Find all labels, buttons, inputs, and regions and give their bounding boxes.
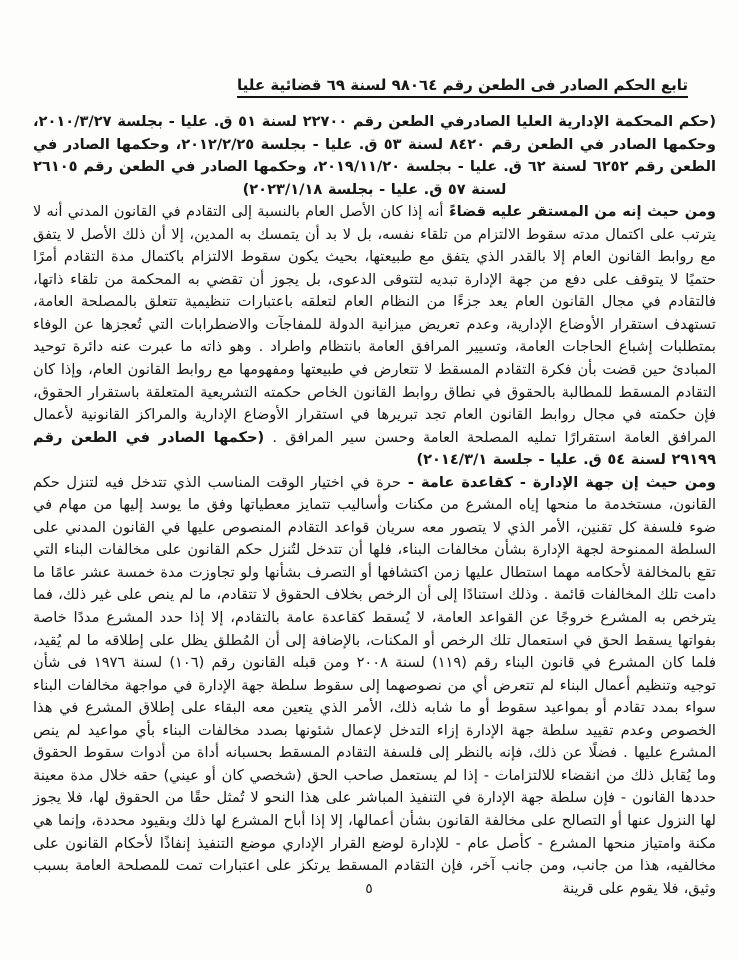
cited-judgments-paragraph: (حكم المحكمة الإدارية العليا الصادرفي الطعن رقم ٢٢٧٠٠ لسنة ٥١ ق. عليا - بجلسة ٢٠١٠/٣/٢٧، وحكمها الصادر في الطعن رقم ٨٤٢٠ لسنة ٥٣ ق. عليا - بجلسة ٢٠١٢/٢/٢٥، وحكمها الصادر في الطعن رقم ٦٢٥٢ لسنة ٦٢ ق. عليا - بجلسة ٢٠١٩/١١/٢٠، وحكمها الصادر في الطعن رقم ٢٦١٠٥ لسنة ٥٧ ق. عليا - بجلسة ٢٠٢٣/١/١٨): [33, 113, 716, 198]
paragraph-lead-precedent: ومن حيث إنه من المستقر عليه قضاءً: [443, 203, 716, 221]
ruling-continuation-title: [33, 76, 716, 94]
prescription-principle-paragraph: [33, 201, 716, 472]
paragraph-body-precedent: أنه إذا كان الأصل العام بالنسبة إلى التقادم في القانون المدني أنه لا يترتب على اكتمال مدته سقوط الالتزام من تلقاء نفسه، بل لا بد أن يتمسك به المدين، إلا أن ذلك الأصل لا يتفق مع روابط القانون العام إلا بالقدر الذي يتفق مع طبيعتها، بحيث يكون سقوط الالتزام باكتمال مدة التقادم أمرًا حتميًا لا يتوقف على دفع من جهة الإدارة تبديه لتتوقى الدعوى، بل يجوز أن تقضي به المحكمة من تلقاء ذاتها، فالتقادم في مجال القانون العام يعد جزءًا من النظام العام لتعلقه باعتبارات تنظيمية تتعلق بالمصلحة العامة، تستهدف استقرار الأوضاع الإدارية، وعدم تعريض ميزانية الدولة للمفاجآت والاضطرابات التي تُعجزها عن الوفاء بمتطلبات إشباع الحاجات العامة، وتسيير المرافق العامة بانتظام واطراد . وهو ذاته ما عبرت عنه دائرة توحيد المبادئ حين قضت بأن فكرة التقادم المسقط لا تتعارض في طبيعتها ومفهومها مع روابط القانون العام، وإذا كان التقادم المسقط للمطالبة بالحقوق في نطاق روابط القانون الخاص حكمته التشريعية المتعلقة باستقرار الحقوق، فإن حكمته في مجال روابط القانون العام تجد تبريرها في استقرار الأوضاع الإدارية والمراكز القانونية لأعمال المرافق العامة استقرارًا تمليه المصلحة العامة وحسن سير المرافق .: [33, 203, 717, 446]
page-number: ٥: [365, 881, 373, 897]
paragraph-lead-administration: ومن حيث إن جهة الإدارة - كقاعدة عامة -: [400, 473, 716, 491]
paragraph-body-administration: حرة في اختيار الوقت المناسب الذي تتدخل فيه لتنزل حكم القانون، مستخدمة ما منحها إياه المشرع من مكنات وأساليب تتمايز معطياتها وفق ما يوسد إليها من مهام في ضوء فلسفة كل تقنين، الأمر الذي لا يتصور معه سريان قواعد التقادم المنصوص عليها في القانون المدني على السلطة الممنوحة لجهة الإدارة بشأن مخالفات البناء، فلها أن تتدخل لتُنزل حكم القانون على مخالفات البناء التي تقع بالمخالفة لأحكامه مهما استطال عليها زمن اكتشافها أو التصرف بشأنها ولو تجاوزت مدة خمسة عشر عامًا ما دامت تلك المخالفات قائمة . وذلك استنادًا إلى أن الرخص بخلاف الحقوق لا تتقادم، ما لم ينص على غير ذلك، فما يترخص به المشرع خروجًا عن القواعد العامة، لا يُسقط كقاعدة عامة بالتقادم، إلا إذا حدد المشرع مددًا خاصة بفواتها يسقط الحق في استعمال تلك الرخص أو المكنات، بالإضافة إلى أن المُطلق يظل على إطلاقه ما لم يُقيد، فلما كان المشرع في قانون البناء رقم (١١٩) لسنة ٢٠٠٨ ومن قبله القانون رقم (١٠٦) لسنة ١٩٧٦ فى شأن توجيه وتنظيم أعمال البناء لم تتعرض أي من نصوصهما إلى سقوط سلطة جهة الإدارة في مواجهة مخالفات البناء سواء بمدد تقادم أو بمواعيد سقوط أو ما شابه ذلك، الأمر الذي يتعين معه البقاء على إطلاق المشرع في هذا الخصوص وعدم تقييد سلطة جهة الإدارة إزاء التدخل لإعمال شئونها بصدد مخالفات البناء بأي مواعيد لم ينص المشرع عليها . فضلًا عن ذلك، فإنه بالنظر إلى فلسفة التقادم المسقط بحسبانه أداة من أدوات سقوط الحقوق وما يُقابل ذلك من انقضاء للالتزامات - إذا لم يستعمل صاحب الحق (شخصي كان أو عيني) حقه خلال مدة معينة حددها القانون - فإن سلطة جهة الإدارة في التنفيذ المباشر على هذا النحو لا تُمثل حقًا من الحقوق لها، فلا يجوز لها النزول عنها أو التصالح على مخالفة القانون بشأن أعمالها، إلا إذا أباح المشرع لها ذلك وبقيود محددة، وإنما هي مكنة وامتياز منحها المشرع - كأصل عام - للإدارة لوضع القرار الإداري موضع التنفيذ إنفاذًا لأحكام القانون على مخالفيه، هذا من جانب، ومن جانب آخر، فإن التقادم المسقط يرتكز على اعتبارات تمت للمصلحة العامة بسبب وثيق، فلا يقوم على قرينة: [33, 473, 716, 897]
administration-authority-paragraph: [33, 472, 716, 900]
page-content: [33, 76, 716, 900]
inline-citation-2014-ruling: (حكمها الصادر في الطعن رقم ٢٩١٩٩ لسنة ٥٤ ق. عليا - جلسة ٢٠١٤/٣/١): [33, 428, 716, 469]
ruling-title-text: تابع الحكم الصادر فى الطعن رقم ٩٨٠٦٤ لسنة ٦٩ قضائية عليا: [237, 76, 688, 98]
